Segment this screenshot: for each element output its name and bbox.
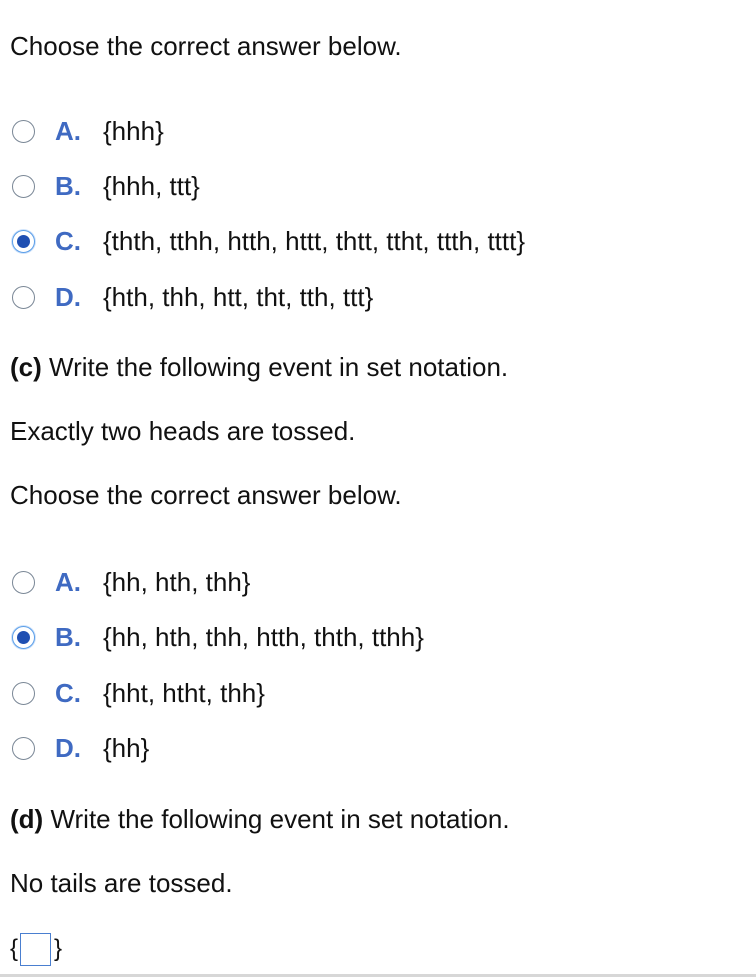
option-text: {hh} xyxy=(103,732,150,763)
option-letter: C. xyxy=(55,677,81,708)
part-d-event: No tails are tossed. xyxy=(10,868,233,898)
option-letter: D. xyxy=(55,732,81,763)
part-b-option-c[interactable] xyxy=(12,224,525,258)
close-brace: } xyxy=(54,935,63,962)
part-b-prompt: Choose the correct answer below. xyxy=(10,31,402,61)
radio-button[interactable] xyxy=(12,571,35,594)
set-answer-input[interactable] xyxy=(20,933,51,966)
part-b-option-d[interactable] xyxy=(12,280,373,314)
radio-button[interactable] xyxy=(12,682,35,705)
part-c-option-b[interactable] xyxy=(12,620,424,654)
bottom-divider xyxy=(0,974,756,977)
option-text: {hhh} xyxy=(103,115,164,146)
option-letter: B. xyxy=(55,621,81,652)
radio-button[interactable] xyxy=(12,175,35,198)
part-d-heading xyxy=(10,804,510,834)
option-text: {hth, thh, htt, tht, tth, ttt} xyxy=(103,281,374,312)
radio-button-selected[interactable] xyxy=(12,626,35,649)
part-b-option-b[interactable] xyxy=(12,169,200,203)
radio-button[interactable] xyxy=(12,120,35,143)
radio-button[interactable] xyxy=(12,737,35,760)
part-c-prompt: Choose the correct answer below. xyxy=(10,480,402,510)
part-b-option-a[interactable] xyxy=(12,114,164,148)
option-text: {thth, tthh, htth, httt, thtt, ttht, ttth, tttt} xyxy=(103,225,526,256)
part-label: (c) xyxy=(10,352,42,382)
option-text: {hh, hth, thh, htth, thth, tthh} xyxy=(103,621,424,652)
set-answer-row xyxy=(10,932,62,966)
option-text: {hht, htht, thh} xyxy=(103,677,265,708)
part-c-option-d[interactable] xyxy=(12,731,149,765)
part-instruction: Write the following event in set notation. xyxy=(49,352,509,382)
option-letter: B. xyxy=(55,170,81,201)
option-letter: A. xyxy=(55,115,81,146)
option-letter: C. xyxy=(55,225,81,256)
open-brace: { xyxy=(10,935,19,962)
option-text: {hh, hth, thh} xyxy=(103,566,251,597)
part-c-heading xyxy=(10,352,508,382)
option-text: {hhh, ttt} xyxy=(103,170,200,201)
part-instruction: Write the following event in set notation. xyxy=(50,804,510,834)
option-letter: A. xyxy=(55,566,81,597)
radio-button[interactable] xyxy=(12,286,35,309)
part-c-option-c[interactable] xyxy=(12,676,265,710)
part-label: (d) xyxy=(10,804,44,834)
radio-button-selected[interactable] xyxy=(12,230,35,253)
option-letter: D. xyxy=(55,281,81,312)
part-c-option-a[interactable] xyxy=(12,565,250,599)
part-c-event: Exactly two heads are tossed. xyxy=(10,416,356,446)
